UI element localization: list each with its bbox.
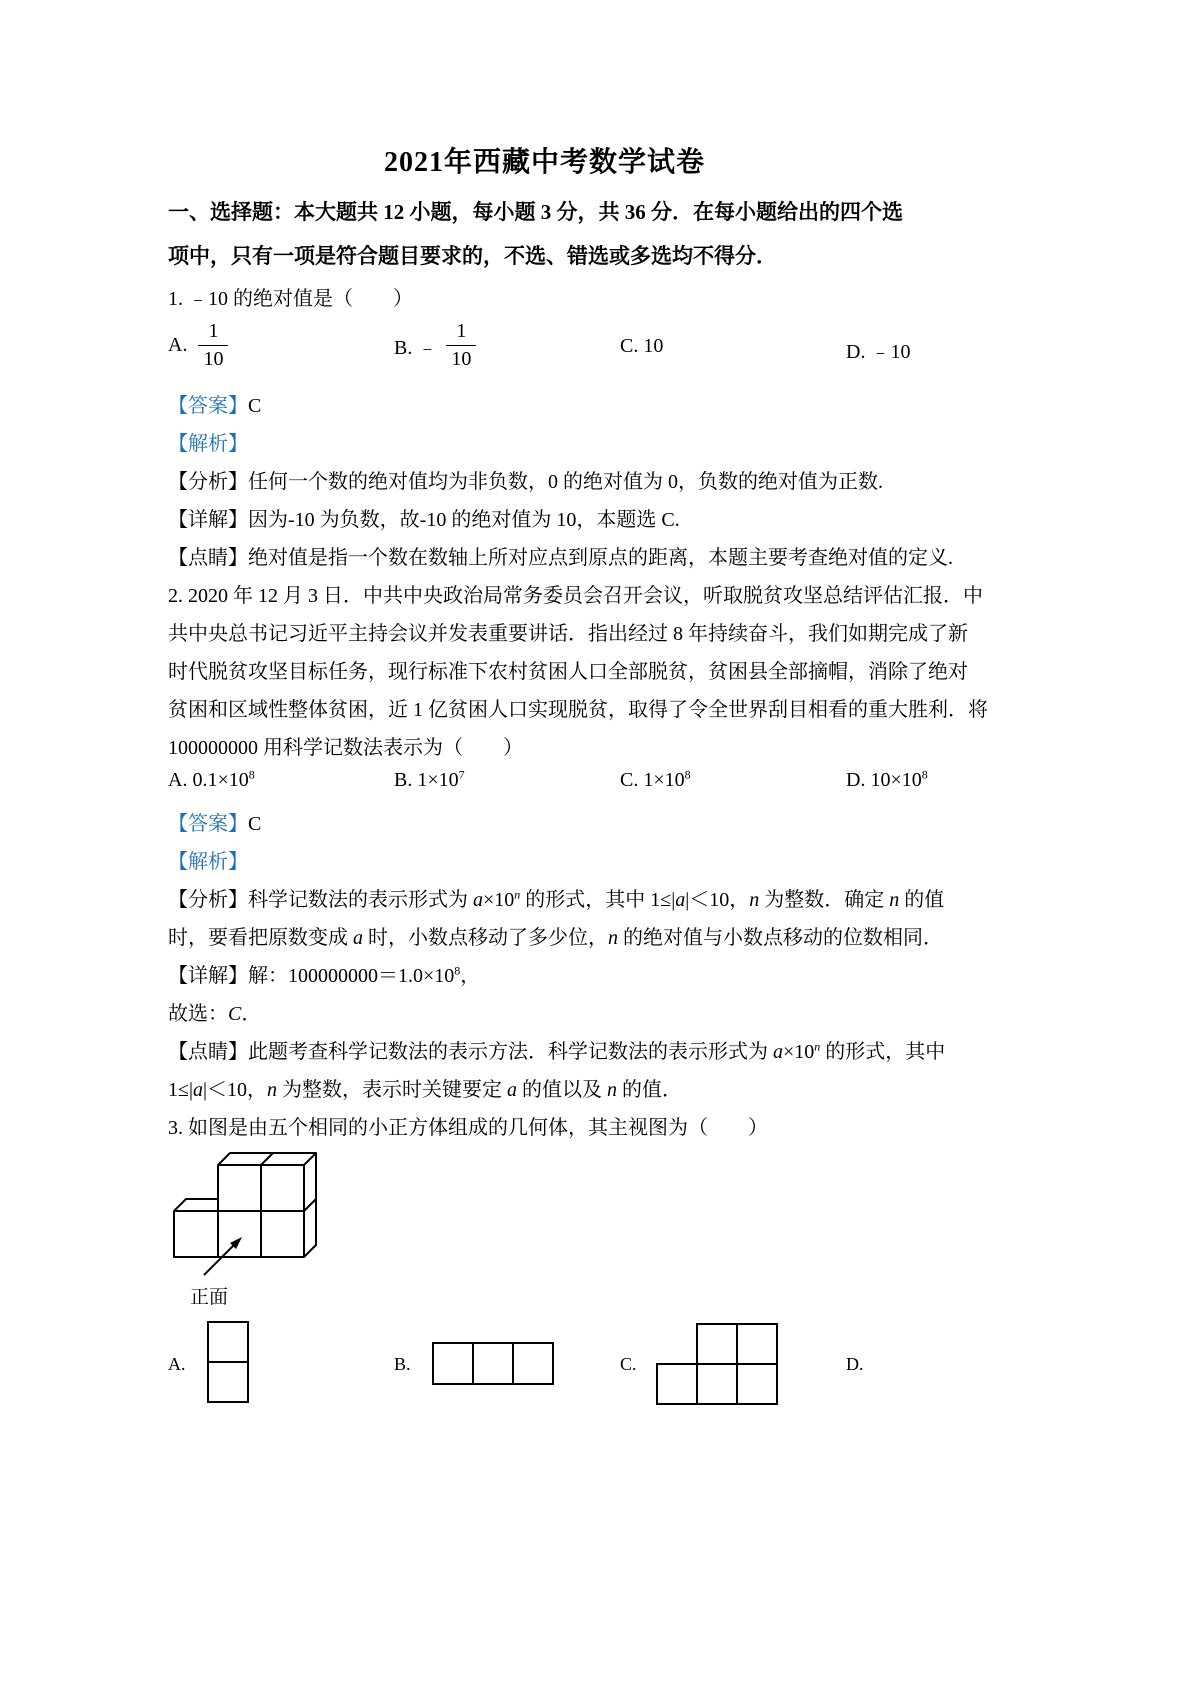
exponent-n: n: [814, 1039, 821, 1054]
q1-option-b-label: B. ﹣: [394, 337, 438, 359]
q2-stem-line4: 贫困和区域性整体贫困，近 1 亿贫困人口实现脱贫，取得了令全世界刮目相看的重大胜利．将: [168, 699, 988, 721]
fraction-denominator: 10: [451, 348, 472, 370]
text: 时，小数点移动了多少位，: [363, 927, 608, 949]
answer-value: C: [248, 813, 262, 835]
q3-cube-figure: [160, 1145, 340, 1295]
q2-stem-line2: 共中央总书记习近平主持会议并发表重要讲话．指出经过 8 年持续奋斗，我们如期完成了新: [168, 623, 968, 645]
q1-stem: 1. ﹣10 的绝对值是（ ）: [168, 288, 413, 310]
q3-option-a-figure: [206, 1320, 252, 1404]
q1-option-c: C. 10: [620, 335, 664, 357]
text: ，: [460, 965, 481, 987]
option-exponent: 7: [458, 767, 465, 782]
cube-face: [218, 1211, 261, 1257]
q1-analysis-tag: 【解析】: [168, 433, 248, 455]
q1-option-b: [394, 318, 476, 373]
variable-a: a: [773, 1041, 783, 1063]
choice: C: [228, 1003, 242, 1025]
q1-fenxi: [168, 465, 883, 494]
cube-face: [218, 1165, 261, 1211]
q1-option-a: [168, 318, 228, 373]
fraction-numerator: 1: [446, 318, 476, 346]
text: 此题考查科学记数法的表示方法．科学记数法的表示形式为: [248, 1041, 773, 1063]
square: [208, 1362, 248, 1402]
variable-a: a: [353, 927, 363, 949]
variable-a: a: [675, 889, 686, 911]
fraction-denominator: 10: [203, 348, 224, 370]
cube-face: [261, 1165, 304, 1211]
page-title: 2021年西藏中考数学试卷: [384, 147, 706, 178]
variable-n: n: [267, 1079, 277, 1101]
q2-dianjing-line1: [168, 1035, 945, 1064]
q3-option-c-label: C.: [620, 1354, 637, 1374]
text: 为整数，表示时关键要定: [277, 1079, 507, 1101]
answer-tag: 【答案】: [168, 395, 248, 417]
q2-guxuan: [168, 997, 261, 1026]
option-text: B. 1×10: [394, 769, 459, 791]
q2-stem-line3: 时代脱贫攻坚目标任务，现行标准下农村贫困人口全部脱贫，贫困县全部摘帽，消除了绝对: [168, 661, 968, 683]
variable-n: n: [607, 1079, 617, 1101]
text: ×10: [783, 1041, 815, 1063]
answer-tag: 【答案】: [168, 813, 248, 835]
fenxi-tag: 【分析】: [168, 471, 248, 493]
section-heading-line2: 项中，只有一项是符合题目要求的，不选、错选或多选均不得分．: [168, 244, 777, 268]
option-exponent: 8: [921, 767, 928, 782]
option-text: D. 10×10: [846, 769, 922, 791]
square: [737, 1364, 777, 1404]
section-heading-line1: 一、选择题：本大题共 12 小题，每小题 3 分，共 36 分．在每小题给出的四个选: [168, 200, 903, 224]
q1-answer: [168, 389, 261, 418]
text: ．: [241, 1003, 262, 1025]
variable-a: a: [473, 889, 483, 911]
option-exponent: 8: [248, 767, 255, 782]
text: 为整数．确定: [759, 889, 890, 911]
square: [473, 1343, 513, 1384]
text: 的值: [899, 889, 945, 911]
text: 时，要看把原数变成: [168, 927, 353, 949]
dianjing-text: 绝对值是指一个数在数轴上所对应点到原点的距离，本题主要考查绝对值的定义.: [248, 547, 953, 569]
cube-face: [261, 1211, 304, 1257]
q2-analysis-tag: 【解析】: [168, 851, 248, 873]
q1-dianjing: [168, 541, 953, 570]
option-text: C. 1×10: [620, 769, 685, 791]
text: |＜10，: [685, 889, 750, 911]
q3-figure-label: 正面: [190, 1286, 229, 1308]
q3-option-b-figure: [431, 1341, 557, 1387]
dianjing-tag: 【点睛】: [168, 1041, 248, 1063]
q1-option-a-label: A.: [168, 334, 188, 356]
exponent: 8: [454, 963, 461, 978]
q3-option-b-label: B.: [394, 1354, 411, 1374]
q1-option-d: D. ﹣10: [846, 341, 911, 363]
q2-dianjing-line2: [168, 1073, 682, 1102]
q3-stem: 3. 如图是由五个相同的小正方体组成的几何体，其主视图为（ ）: [168, 1117, 768, 1139]
q1-xiangjie: [168, 503, 680, 532]
text: 的绝对值与小数点移动的位数相同．: [618, 927, 943, 949]
dianjing-tag: 【点睛】: [168, 547, 248, 569]
option-text: A. 0.1×10: [168, 769, 249, 791]
fenxi-tag: 【分析】: [168, 889, 248, 911]
fraction-numerator: 1: [198, 318, 228, 346]
cube-edge: [261, 1153, 273, 1165]
square: [208, 1322, 248, 1362]
q2-answer: [168, 807, 261, 836]
q2-option-d: [846, 769, 928, 792]
q1-option-a-fraction: [198, 318, 228, 373]
square: [657, 1364, 697, 1404]
text: 的形式，其中: [820, 1041, 946, 1063]
fenxi-text: 任何一个数的绝对值均为非负数，0 的绝对值为 0，负数的绝对值为正数.: [248, 471, 883, 493]
option-exponent: 8: [684, 767, 691, 782]
xiangjie-text: 解：100000000＝1.0×10: [248, 965, 455, 987]
square: [737, 1324, 777, 1364]
text: ×10: [483, 889, 515, 911]
cube-top-edge: [174, 1199, 218, 1211]
q3-option-c-figure: [655, 1322, 781, 1408]
text: |＜10，: [202, 1079, 267, 1101]
q2-fenxi-line1: [168, 883, 944, 912]
answer-value: C: [248, 395, 262, 417]
q1-option-b-fraction: [446, 318, 476, 373]
text: 科学记数法的表示形式为: [248, 889, 473, 911]
cube-side-edge: [304, 1153, 316, 1211]
xiangjie-tag: 【详解】: [168, 509, 248, 531]
exponent-n: n: [514, 887, 521, 902]
q3-option-a-label: A.: [168, 1354, 186, 1374]
q2-option-c: [620, 769, 691, 792]
text: 的值．: [617, 1079, 682, 1101]
text: 故选：: [168, 1003, 228, 1025]
q2-stem-line1: 2. 2020 年 12 月 3 日．中共中央政治局常务委员会召开会议，听取脱贫攻坚总结评估汇报．中: [168, 585, 983, 607]
arrow-line: [204, 1242, 237, 1275]
text: 1≤|: [168, 1079, 193, 1101]
variable-n: n: [889, 889, 900, 911]
q2-stem-line5: 100000000 用科学记数法表示为（ ）: [168, 737, 523, 759]
q2-fenxi-line2: [168, 921, 943, 950]
q2-option-a: [168, 769, 255, 792]
square: [433, 1343, 473, 1384]
cube-face: [174, 1211, 218, 1257]
variable-n: n: [749, 889, 760, 911]
q2-option-b: [394, 769, 465, 792]
variable-a: a: [192, 1079, 203, 1101]
text: 的值以及: [517, 1079, 607, 1101]
square: [697, 1364, 737, 1404]
q3-option-d-label: D.: [846, 1354, 864, 1374]
variable-a: a: [507, 1079, 517, 1101]
xiangjie-text: 因为-10 为负数，故-10 的绝对值为 10，本题选 C.: [248, 509, 680, 531]
square: [513, 1343, 553, 1384]
cube-side-edge: [304, 1199, 316, 1257]
text: 的形式，其中 1≤|: [520, 889, 676, 911]
square: [697, 1324, 737, 1364]
xiangjie-tag: 【详解】: [168, 965, 248, 987]
variable-n: n: [608, 927, 618, 949]
q2-xiangjie: [168, 959, 480, 988]
